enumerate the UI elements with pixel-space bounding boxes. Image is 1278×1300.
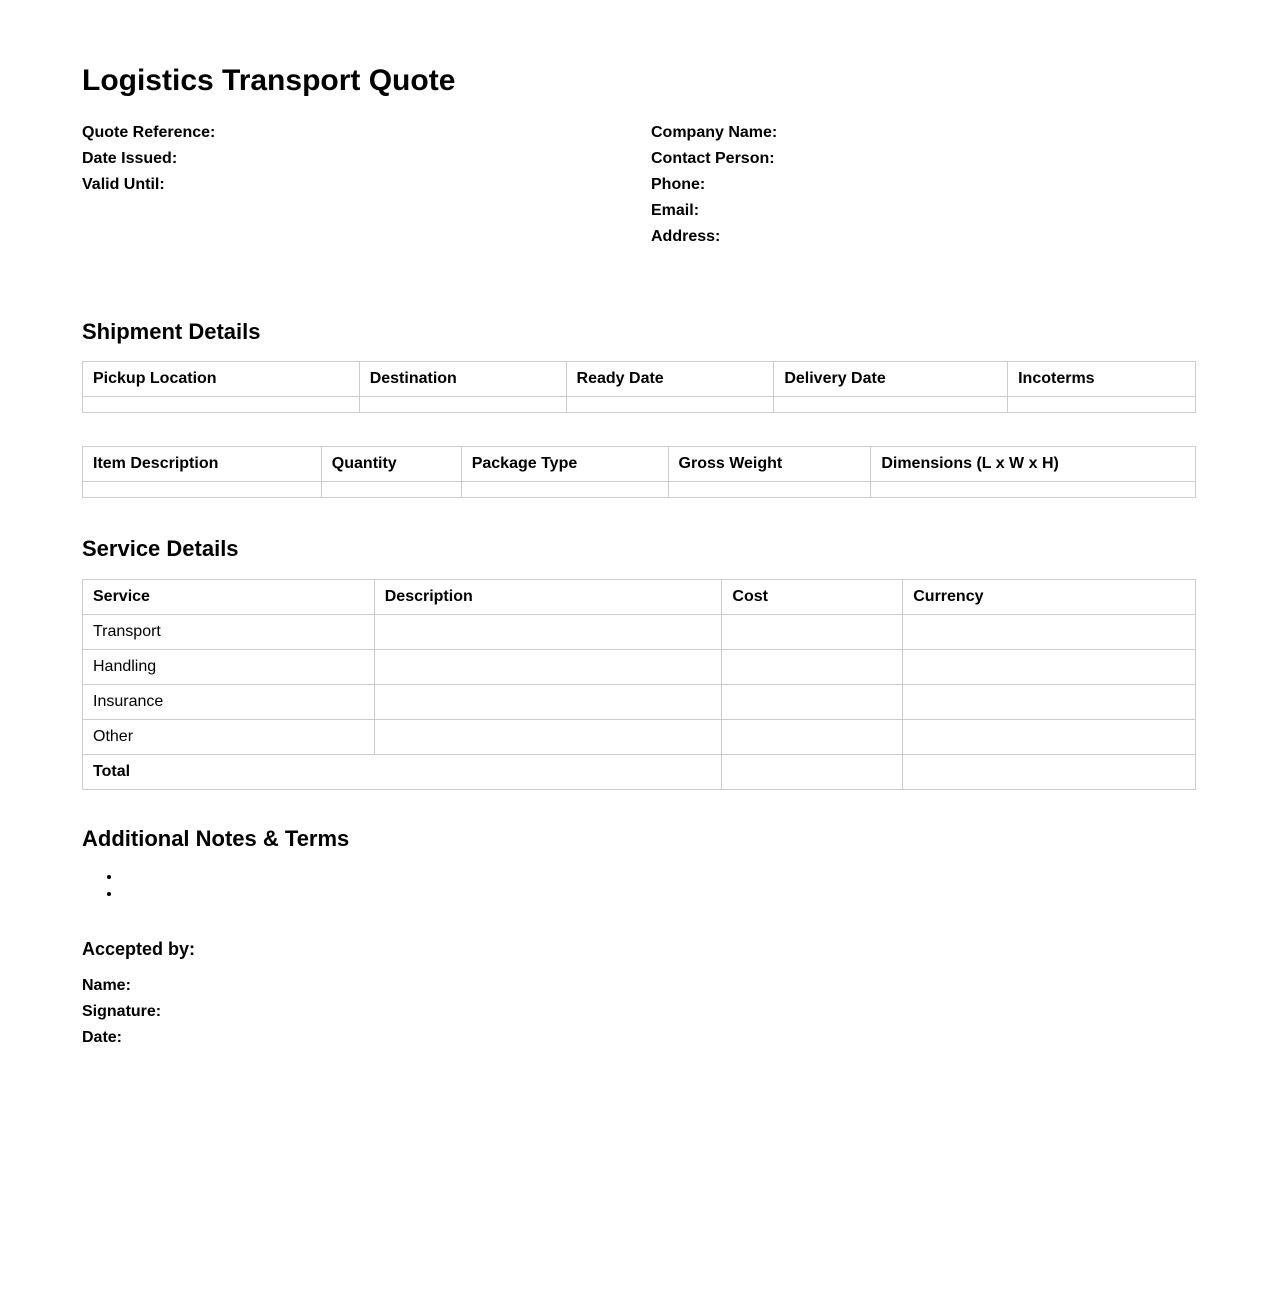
description-cell[interactable] [374, 720, 722, 755]
delivery-date-cell[interactable] [774, 397, 1008, 413]
currency-cell[interactable] [903, 615, 1196, 650]
table-row [83, 615, 1196, 650]
quantity-cell[interactable] [321, 482, 461, 498]
service-insurance: Insurance [83, 685, 375, 720]
table-row [83, 685, 1196, 720]
company-name-field[interactable]: Company Name: [651, 124, 778, 141]
contact-person-field[interactable]: Contact Person: [651, 150, 775, 167]
item-description-header: Item Description [83, 447, 322, 482]
notes-list [82, 868, 122, 902]
service-details-heading: Service Details [82, 536, 239, 561]
service-other: Other [83, 720, 375, 755]
gross-weight-cell[interactable] [668, 482, 871, 498]
table-header-row [83, 447, 1196, 482]
currency-cell[interactable] [903, 650, 1196, 685]
ready-date-cell[interactable] [566, 397, 774, 413]
acceptance-fields [82, 973, 161, 1051]
dimensions-cell[interactable] [871, 482, 1196, 498]
table-row [83, 397, 1196, 413]
company-info [651, 120, 777, 250]
description-cell[interactable] [374, 650, 722, 685]
table-header-row [83, 580, 1196, 615]
currency-header: Currency [903, 580, 1196, 615]
description-cell[interactable] [374, 615, 722, 650]
ready-date-header: Ready Date [566, 362, 774, 397]
shipment-items-table [82, 446, 1196, 498]
pickup-location-cell[interactable] [83, 397, 360, 413]
service-details-table [82, 579, 1196, 790]
page-title: Logistics Transport Quote [82, 64, 456, 97]
date-issued-field[interactable]: Date Issued: [82, 150, 178, 167]
currency-cell[interactable] [903, 720, 1196, 755]
table-header-row [83, 362, 1196, 397]
currency-cell[interactable] [903, 685, 1196, 720]
package-type-header: Package Type [461, 447, 668, 482]
quantity-header: Quantity [321, 447, 461, 482]
cost-cell[interactable] [722, 615, 903, 650]
description-cell[interactable] [374, 685, 722, 720]
destination-header: Destination [359, 362, 566, 397]
valid-until-field[interactable]: Valid Until: [82, 176, 165, 193]
delivery-date-header: Delivery Date [774, 362, 1008, 397]
shipment-details-heading: Shipment Details [82, 319, 261, 344]
incoterms-cell[interactable] [1008, 397, 1196, 413]
total-row [83, 755, 1196, 790]
phone-field[interactable]: Phone: [651, 176, 706, 193]
cost-cell[interactable] [722, 650, 903, 685]
destination-cell[interactable] [359, 397, 566, 413]
table-row [83, 720, 1196, 755]
acceptance-date-field[interactable]: Date: [82, 1029, 123, 1046]
table-row [83, 482, 1196, 498]
item-description-cell[interactable] [83, 482, 322, 498]
acceptance-signature-field[interactable]: Signature: [82, 1003, 162, 1020]
total-cost-cell[interactable] [722, 755, 903, 790]
pickup-location-header: Pickup Location [83, 362, 360, 397]
cost-cell[interactable] [722, 685, 903, 720]
table-row [83, 650, 1196, 685]
quote-meta [82, 120, 215, 198]
quote-reference-field[interactable]: Quote Reference: [82, 124, 216, 141]
total-label: Total [83, 755, 722, 790]
accepted-by-heading: Accepted by: [82, 939, 196, 959]
incoterms-header: Incoterms [1008, 362, 1196, 397]
address-field[interactable]: Address: [651, 228, 721, 245]
service-handling: Handling [83, 650, 375, 685]
acceptance-name-field[interactable]: Name: [82, 977, 131, 994]
dimensions-header: Dimensions (L x W x H) [871, 447, 1196, 482]
description-header: Description [374, 580, 722, 615]
package-type-cell[interactable] [461, 482, 668, 498]
service-transport: Transport [83, 615, 375, 650]
cost-cell[interactable] [722, 720, 903, 755]
notes-heading: Additional Notes & Terms [82, 826, 350, 851]
shipment-route-table [82, 361, 1196, 413]
total-currency-cell[interactable] [903, 755, 1196, 790]
cost-header: Cost [722, 580, 903, 615]
gross-weight-header: Gross Weight [668, 447, 871, 482]
service-header: Service [83, 580, 375, 615]
email-field[interactable]: Email: [651, 202, 700, 219]
